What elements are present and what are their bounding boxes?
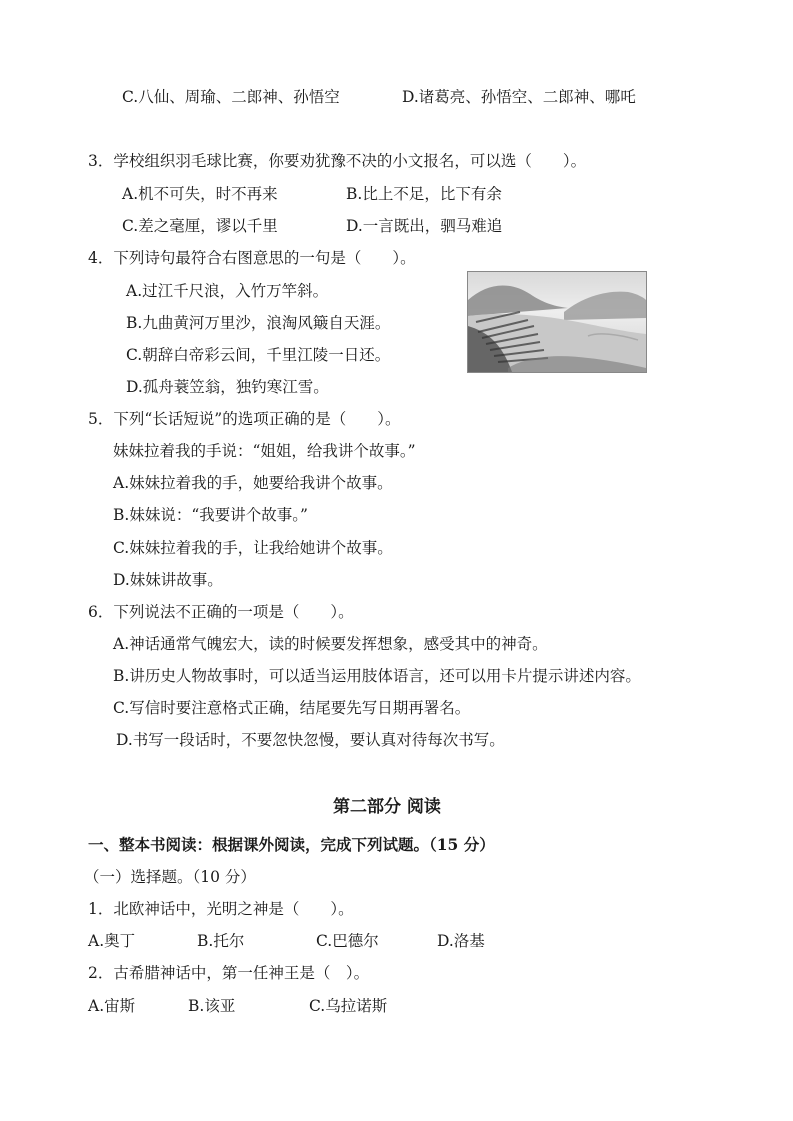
- q3-option-b: B.比上不足，比下有余: [346, 185, 502, 203]
- q5-option-b: B.妹妹说：“我要讲个故事。”: [113, 506, 308, 524]
- q3-option-c: C.差之毫厘，谬以千里: [122, 217, 278, 235]
- q4-option-b: B.九曲黄河万里沙，浪淘风簸自天涯。: [126, 314, 391, 332]
- q6-stem: 6．下列说法不正确的一项是（ ）。: [88, 603, 354, 621]
- q6-option-b: B.讲历史人物故事时，可以适当运用肢体语言，还可以用卡片提示讲述内容。: [113, 667, 641, 685]
- part2-title: 第二部分 阅读: [333, 797, 441, 817]
- r2-option-c: C.乌拉诺斯: [309, 997, 388, 1015]
- r1-option-a: A.奥丁: [88, 932, 136, 950]
- r1-stem: 1．北欧神话中，光明之神是（ ）。: [88, 900, 354, 918]
- landscape-painting-art: [468, 272, 646, 372]
- q4-option-d: D.孤舟蓑笠翁，独钓寒江雪。: [126, 378, 329, 396]
- q6-option-d: D.书写一段话时，不要忽快忽慢，要认真对待每次书写。: [116, 731, 505, 749]
- sub1-heading: （一）选择题。（10 分）: [84, 868, 256, 886]
- r1-option-c: C.巴德尔: [316, 932, 379, 950]
- q4-stem: 4．下列诗句最符合右图意思的一句是（ ）。: [88, 249, 416, 267]
- q5-stem: 5．下列“长话短说”的选项正确的是（ ）。: [88, 410, 401, 428]
- q5-option-a: A.妹妹拉着我的手，她要给我讲个故事。: [113, 474, 393, 492]
- q5-sentence: 妹妹拉着我的手说：“姐姐，给我讲个故事。”: [113, 442, 416, 460]
- landscape-painting: [467, 271, 647, 373]
- q3-option-d: D.一言既出，驷马难追: [346, 217, 503, 235]
- r1-option-d: D.洛基: [437, 932, 485, 950]
- r1-option-b: B.托尔: [197, 932, 245, 950]
- section1-heading: 一、整本书阅读：根据课外阅读，完成下列试题。（15 分）: [88, 835, 495, 854]
- q3-option-a: A.机不可失，时不再来: [122, 185, 278, 203]
- q4-option-a: A.过江千尺浪，入竹万竿斜。: [126, 282, 329, 300]
- r2-option-a: A.宙斯: [88, 997, 136, 1015]
- q5-option-d: D.妹妹讲故事。: [113, 571, 223, 589]
- q5-option-c: C.妹妹拉着我的手，让我给她讲个故事。: [113, 539, 393, 557]
- q4-option-c: C.朝辞白帝彩云间，千里江陵一日还。: [126, 346, 391, 364]
- q2-option-c: C.八仙、周瑜、二郎神、孙悟空: [122, 88, 340, 106]
- q3-stem: 3．学校组织羽毛球比赛，你要劝犹豫不决的小文报名，可以选（ ）。: [88, 152, 587, 170]
- q2-option-d: D.诸葛亮、孙悟空、二郎神、哪吒: [402, 88, 636, 106]
- q6-option-a: A.神话通常气魄宏大，读的时候要发挥想象，感受其中的神奇。: [113, 635, 548, 653]
- q6-option-c: C.写信时要注意格式正确，结尾要先写日期再署名。: [113, 699, 471, 717]
- r2-option-b: B.该亚: [188, 997, 236, 1015]
- r2-stem: 2．古希腊神话中，第一任神王是（ ）。: [88, 964, 370, 982]
